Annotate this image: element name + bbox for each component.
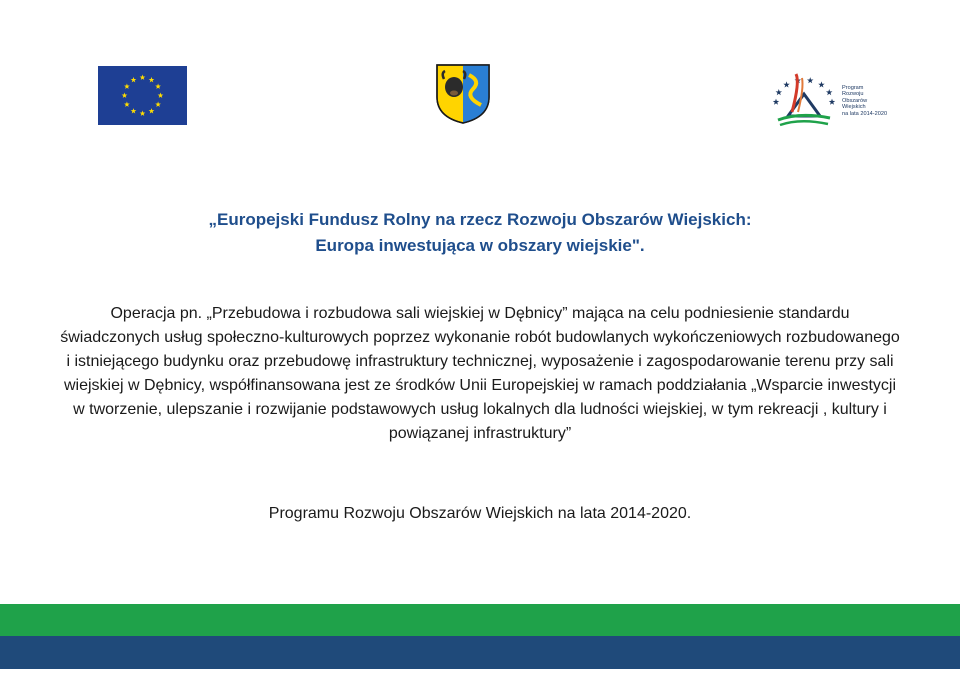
eu-flag-icon xyxy=(98,66,187,125)
prow-logo-text: Program Rozwoju Obszarów Wiejskich na lata 2014-2020 xyxy=(842,85,888,117)
headline-line-1: „Europejski Fundusz Rolny na rzecz Rozwoju Obszarów Wiejskich: xyxy=(208,210,752,229)
prow-star-icon xyxy=(776,89,782,95)
prow-star-icon xyxy=(807,77,813,83)
coat-of-arms-icon xyxy=(435,63,491,125)
headline xyxy=(0,207,960,259)
footer-band-blue xyxy=(0,636,960,669)
footer-band-green xyxy=(0,604,960,636)
program-name: Programu Rozwoju Obszarów Wiejskich na lata 2014-2020. xyxy=(268,505,692,522)
prow-star-icon xyxy=(773,99,779,105)
prow-star-icon xyxy=(818,81,824,87)
prow-star-icon xyxy=(783,81,789,87)
prow-star-icon xyxy=(829,99,835,105)
operation-description: Operacja pn. „Przebudowa i rozbudowa sali wiejskiej w Dębnicy” mająca na celu podniesienie standardu świadczonych usług społeczno-kulturowych poprzez wykonanie robót budowlanych wykończeniowych rozbudowanego i istniejącego budynku oraz przebudowę infrastruktury technicznej, wyposażenie i zagospodarowanie terenu przy sali wiejskiej w Dębnicy, współfinansowana jest ze środków Unii Europejskiej w ramach poddziałania „Wsparcie inwestycji w tworzenie, ulepszanie i rozwijanie podstawowych usług lokalnych dla ludności wiejskiej, w tym rekreacji , kultury i powiązanej infrastruktury” xyxy=(60,305,900,442)
headline-line-2: Europa inwestująca w obszary wiejskie". xyxy=(315,236,645,255)
prow-star-icon xyxy=(826,89,832,95)
